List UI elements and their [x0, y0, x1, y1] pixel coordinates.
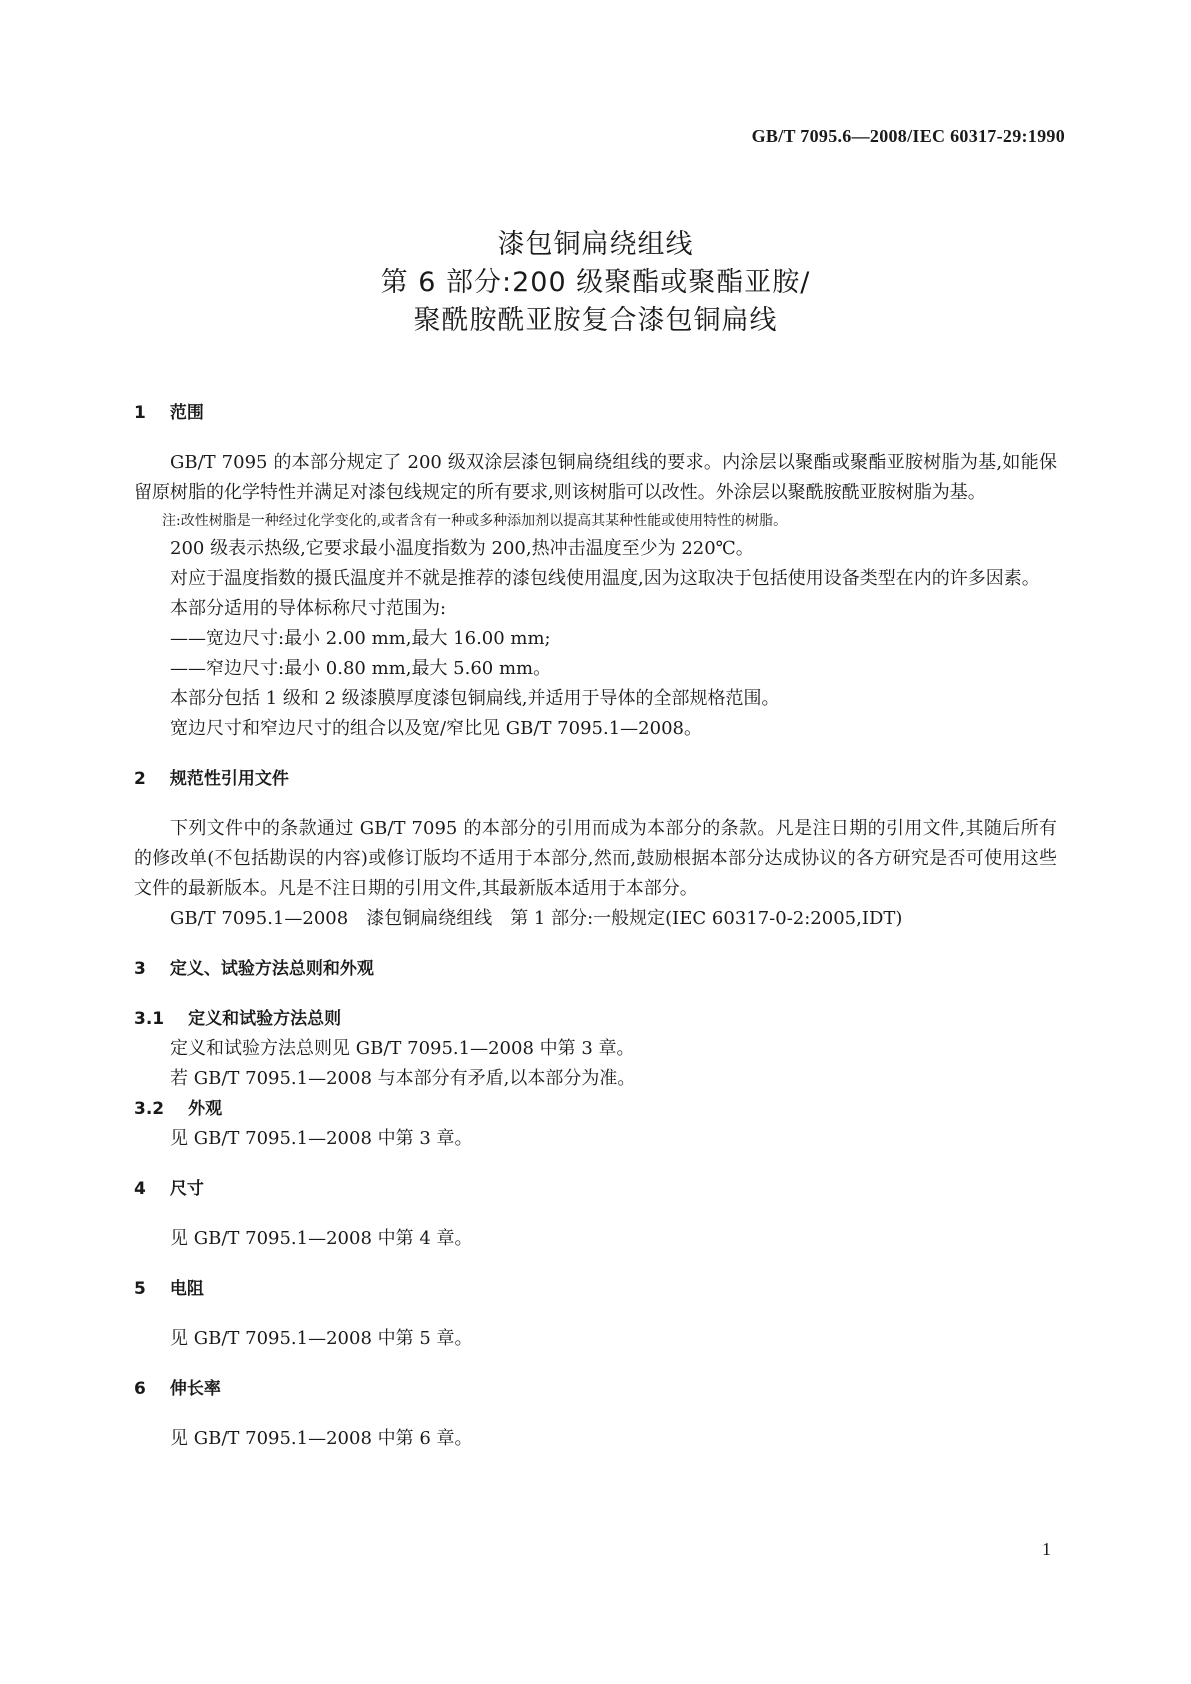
- paragraph: 下列文件中的条款通过 GB/T 7095 的本部分的引用而成为本部分的条款。凡是注日期的引用文件,其随后所有的修改单(不包括勘误的内容)或修订版均不适用于本部分,然而,鼓励根据本部分达成协议的各方研究是否可使用这些文件的最新版本。凡是不注日期的引用文件,其最新版本适用于本部分。: [134, 818, 1057, 899]
- dash-list-item: ——宽边尺寸:最小 2.00 mm,最大 16.00 mm;: [170, 628, 551, 649]
- document-title: [0, 226, 1191, 340]
- paragraph: 见 GB/T 7095.1—2008 中第 3 章。: [170, 1128, 473, 1149]
- paragraph: GB/T 7095 的本部分规定了 200 级双涂层漆包铜扁绕组线的要求。内涂层以聚酯或聚酯亚胺树脂为基,如能保留原树脂的化学特性并满足对漆包线规定的所有要求,则该树脂可以改性。外涂层以聚酰胺酰亚胺树脂为基。: [134, 452, 1057, 503]
- section-number: 4: [134, 1179, 146, 1199]
- paragraph: 对应于温度指数的摄氏温度并不就是推荐的漆包线使用温度,因为这取决于包括使用设备类型在内的许多因素。: [170, 568, 1040, 589]
- section-heading-4: [134, 1174, 1057, 1204]
- subsection-title: 外观: [188, 1099, 223, 1119]
- section-number: 2: [134, 769, 146, 789]
- section-heading-5: [134, 1274, 1057, 1304]
- section-number: 3: [134, 959, 146, 979]
- section-title: 伸长率: [169, 1379, 221, 1399]
- note: 注:改性树脂是一种经过化学变化的,或者含有一种或多种添加剂以提高其某种性能或使用特性的树脂。: [162, 513, 788, 529]
- section-title: 尺寸: [169, 1179, 204, 1199]
- section-number: 6: [134, 1379, 146, 1399]
- section-heading-3: [134, 954, 1057, 984]
- paragraph: 本部分包括 1 级和 2 级漆膜厚度漆包铜扁线,并适用于导体的全部规格范围。: [170, 688, 780, 709]
- paragraph: 若 GB/T 7095.1—2008 与本部分有矛盾,以本部分为准。: [170, 1068, 636, 1089]
- paragraph: 见 GB/T 7095.1—2008 中第 4 章。: [170, 1228, 473, 1249]
- subsection-title: 定义和试验方法总则: [188, 1009, 342, 1029]
- paragraph: 200 级表示热级,它要求最小温度指数为 200,热冲击温度至少为 220℃。: [170, 538, 754, 559]
- paragraph: 见 GB/T 7095.1—2008 中第 5 章。: [170, 1328, 473, 1349]
- section-title: 规范性引用文件: [169, 769, 289, 789]
- subsection-number: 3.1: [134, 1009, 165, 1029]
- section-title: 电阻: [169, 1279, 204, 1299]
- section-title: 定义、试验方法总则和外观: [169, 959, 374, 979]
- document-id: GB/T 7095.6—2008/IEC 60317-29:1990: [751, 126, 1065, 146]
- subsection-number: 3.2: [134, 1099, 165, 1119]
- title-line-3: 聚酰胺酰亚胺复合漆包铜扁线: [413, 305, 778, 336]
- title-line-1: 漆包铜扁绕组线: [497, 229, 694, 260]
- dash-list-item: ——窄边尺寸:最小 0.80 mm,最大 5.60 mm。: [170, 658, 552, 679]
- reference-entry: GB/T 7095.1—2008 漆包铜扁绕组线 第 1 部分:一般规定(IEC 60317-0-2:2005,IDT): [170, 908, 903, 929]
- paragraph: 定义和试验方法总则见 GB/T 7095.1—2008 中第 3 章。: [170, 1038, 635, 1059]
- section-number: 5: [134, 1279, 146, 1299]
- section-heading-6: [134, 1374, 1057, 1404]
- section-number: 1: [134, 403, 146, 423]
- section-heading-2: [134, 764, 1057, 794]
- paragraph: 本部分适用的导体标称尺寸范围为:: [170, 598, 447, 619]
- subsection-heading-3-1: [134, 1004, 1057, 1034]
- paragraph: 宽边尺寸和窄边尺寸的组合以及宽/窄比见 GB/T 7095.1—2008。: [170, 718, 702, 739]
- page-number: 1: [1042, 1539, 1051, 1559]
- paragraph: 见 GB/T 7095.1—2008 中第 6 章。: [170, 1428, 473, 1449]
- section-title: 范围: [169, 403, 204, 423]
- title-line-2: 第 6 部分:200 级聚酯或聚酯亚胺/: [380, 267, 811, 298]
- document-body: [134, 398, 1057, 1454]
- subsection-heading-3-2: [134, 1094, 1057, 1124]
- section-heading-1: [134, 398, 1057, 428]
